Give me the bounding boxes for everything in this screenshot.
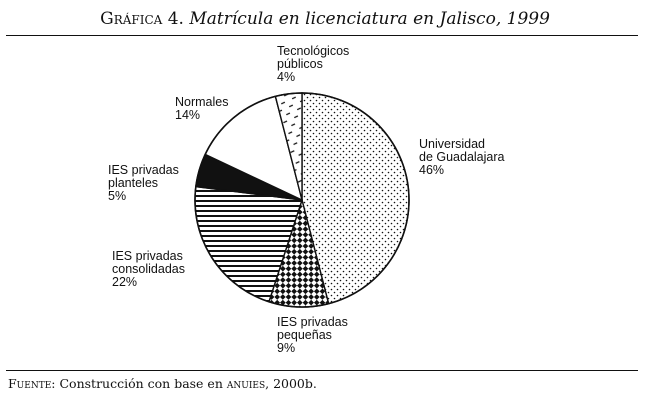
- pie-label-normales: Normales 14%: [175, 95, 229, 122]
- source-text: Construcción con base en: [59, 376, 223, 391]
- pie-label-ies-privadas-consolidadas: IES privadas consolidadas 22%: [112, 249, 185, 289]
- figure-label: Gráfica: [100, 9, 163, 29]
- figure-title-text: Matrícula en licenciatura en Jalisco, 1999: [189, 9, 550, 29]
- source-label: Fuente:: [8, 376, 56, 391]
- figure-number: 4.: [167, 9, 184, 29]
- source-year: , 2000b.: [265, 376, 317, 391]
- pie-slices: [195, 93, 409, 307]
- source-note: [8, 376, 317, 391]
- pie-label-universidad-de-guadalajara: Universidad de Guadalajara 46%: [419, 137, 505, 177]
- source-org: anuies: [226, 376, 266, 391]
- bottom-rule: [6, 370, 638, 371]
- pie-label-ies-privadas-planteles: IES privadas planteles 5%: [108, 163, 179, 203]
- pie-label-ies-privadas-pequenas: IES privadas pequeñas 9%: [277, 315, 348, 355]
- pie-label-tecnologicos-publicos: Tecnológicos públicos 4%: [277, 44, 350, 84]
